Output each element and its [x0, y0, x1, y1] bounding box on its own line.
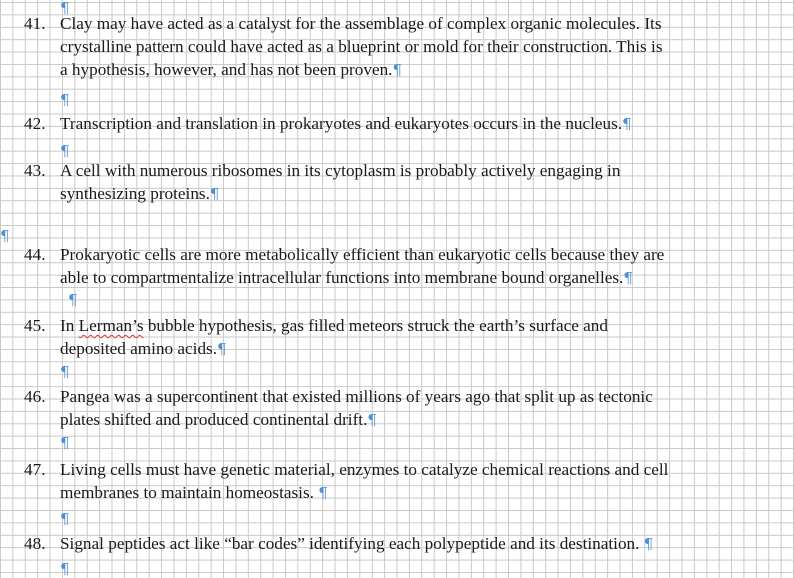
item-text-line: Living cells must have genetic material, enzymes to catalyze chemical reactions and cell: [60, 460, 669, 479]
item-text-line: Pangea was a supercontinent that existed millions of years ago that split up as tectonic: [60, 387, 653, 406]
item-number: 45.: [24, 316, 46, 335]
pilcrow-mark: ¶: [209, 185, 220, 203]
pilcrow-mark: ¶: [217, 340, 227, 358]
pilcrow-mark: ¶: [318, 484, 328, 502]
item-text-line: Signal peptides act like “bar codes” identifying each polypeptide and its destination. ¶: [60, 534, 654, 553]
item-number: 46.: [24, 387, 46, 406]
item-number: 43.: [24, 161, 46, 180]
pilcrow-mark: ¶: [60, 434, 70, 452]
item-number: 44.: [24, 245, 46, 264]
pilcrow-mark: ¶: [60, 0, 70, 17]
item-text-line: In Lerman’s bubble hypothesis, gas filled meteors struck the earth’s surface and: [60, 316, 608, 335]
item-text-line: a hypothesis, however, and has not been proven.¶: [60, 60, 403, 79]
list-item: [24, 243, 784, 290]
item-text-line: synthesizing proteins.¶: [60, 184, 220, 203]
pilcrow-mark: ¶: [392, 61, 403, 79]
list-item: [24, 532, 784, 556]
pilcrow-mark: ¶: [367, 411, 377, 429]
pilcrow-mark: ¶: [60, 91, 70, 109]
item-text-line: Clay may have acted as a catalyst for the assemblage of complex organic molecules. Its: [60, 14, 662, 33]
pilcrow-mark: ¶: [60, 142, 70, 160]
pilcrow-mark: ¶: [68, 291, 78, 309]
pilcrow-mark: ¶: [60, 363, 70, 381]
item-number: 42.: [24, 114, 46, 133]
list-item: [24, 159, 784, 206]
item-text-line: Transcription and translation in prokaryotes and eukaryotes occurs in the nucleus.¶: [60, 114, 632, 133]
pilcrow-mark: ¶: [643, 535, 654, 553]
pilcrow-mark: ¶: [623, 269, 633, 287]
item-number: 48.: [24, 534, 46, 553]
list-item: [24, 112, 784, 136]
item-text-line: plates shifted and produced continental drift.¶: [60, 410, 377, 429]
item-text-line: A cell with numerous ribosomes in its cytoplasm is probably actively engaging in: [60, 161, 621, 180]
pilcrow-mark: ¶: [60, 560, 70, 578]
item-text-line: able to compartmentalize intracellular functions into membrane bound organelles.¶: [60, 268, 633, 287]
pilcrow-mark: ¶: [60, 510, 70, 528]
item-number: 47.: [24, 460, 46, 479]
spellcheck-word[interactable]: Lerman’s: [78, 316, 144, 335]
item-text-line: crystalline pattern could have acted as a blueprint or mold for their construction. This is: [60, 37, 663, 56]
item-number: 41.: [24, 14, 46, 33]
list-item: [24, 314, 784, 361]
pilcrow-mark: ¶: [0, 227, 10, 245]
item-text-line: deposited amino acids.¶: [60, 339, 227, 358]
list-item: [24, 12, 784, 82]
item-text-line: Prokaryotic cells are more metabolically efficient than eukaryotic cells because they are: [60, 245, 665, 264]
list-item: [24, 458, 784, 505]
list-item: [24, 385, 784, 432]
item-text-line: membranes to maintain homeostasis. ¶: [60, 483, 328, 502]
pilcrow-mark: ¶: [622, 115, 632, 133]
